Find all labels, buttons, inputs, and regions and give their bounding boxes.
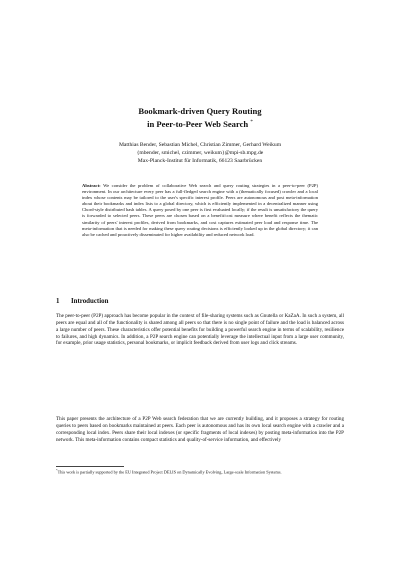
footnote-mark: * (56, 468, 58, 472)
body-paragraph-1: The peer-to-peer (P2P) approach has become popular in the context of file-sharing systems such as Gnutella or KaZaA. In such a system, all peers are equal and all of the functionality is shared among all peers so that there is no single point of failure and the load is balanced across a large number of peers. These characteristics offer potential benefits for building a powerful search engine in terms of scalability, resilience to failures, and high dynamics. In addition, a P2P search engine can potentially leverage the intellectual input from a large user community, for example, prior usage statistics, personal bookmarks, or implicit feedback derived from user logs and click streams. (56, 313, 344, 347)
author-emails: {mbender, smichel, czimmer, weikum}@mpi-sb.mpg.de (136, 150, 264, 156)
title-line-2 (0, 117, 400, 130)
abstract-label: Abstract: (82, 183, 101, 188)
footnote (56, 468, 344, 475)
author-names: Matthias Bender, Sebastian Michel, Christian Zimmer, Gerhard Weikum (118, 142, 282, 148)
title-footnote-mark: * (250, 120, 253, 125)
section-title: Introduction (71, 298, 109, 305)
abstract-text: We consider the problem of collaborative Web search and query routing strategies in a peer-to-peer (P2P) environment. In our architecture every peer has a full-fledged search engine with a (thematically focused) crawler and a local index whose contents may be tailored to the user's specific interest profile. Peers are autonomous and post meta-information about their bookmarks and index lists to a global directory, which is efficiently implemented in a decentralized manner using Chord-style distributed hash tables. A query posed by one peer is first evaluated locally; if the result is unsatisfactory the query is forwarded to selected peers. These peers are chosen based on a benefit/cost measure where benefit reflects the thematic similarity of peers' interest profiles, derived from bookmarks, and cost captures estimated peer load and response time. The meta-information that is needed for making these query routing decisions is efficiently looked up in the global directory; it can also be cached and proactively disseminated for higher availability and reduced network load. (82, 183, 318, 237)
abstract (82, 183, 318, 238)
footnote-text: This work is partially supported by the EU Integrated Project DELIS on Dynamically Evolving, Large-scale Information Systems. (57, 469, 282, 475)
paper-title (0, 106, 400, 130)
footnote-rule (56, 466, 124, 467)
section-number: 1 (56, 298, 60, 305)
title-line-2-text: in Peer-to-Peer Web Search (147, 118, 249, 129)
author-block (0, 141, 400, 165)
title-line-1: Bookmark-driven Query Routing (138, 106, 262, 116)
section-heading-introduction (56, 297, 356, 306)
body-paragraph-2: This paper presents the architecture of a P2P Web search federation that we are currently building, and it proposes a strategy for routing queries to peers based on bookmarks maintained at peers. Each peer is autonomous and has its own local search engine with a crawler and a corresponding local index. Peers share their local indexes (or specific fragments of local indexes) by posting meta-information into the P2P network. This meta-information contains compact statistics and quality-of-service information, and effectively (56, 416, 344, 443)
author-affiliation: Max-Planck-Institut für Informatik, 66123 Saarbrücken (137, 158, 263, 164)
